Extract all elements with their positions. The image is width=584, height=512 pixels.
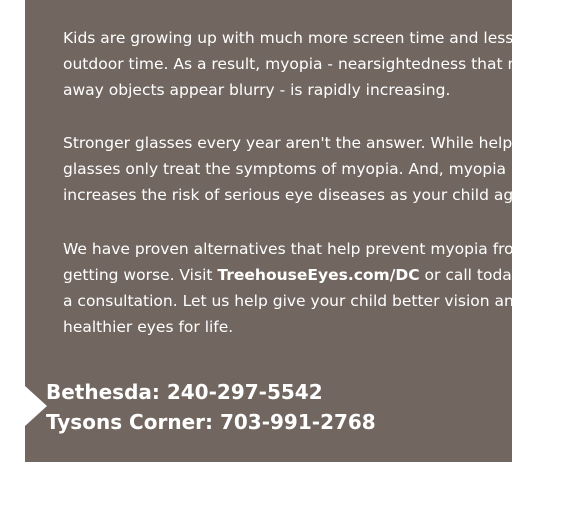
text-fragment: or call today for [419,266,548,284]
text-line: away objects appear blurry - is rapidly increasing. [63,81,451,99]
text-line: glasses only treat the symptoms of myopia. And, myopia [63,160,507,178]
text-line: increases the risk of serious eye diseases as your child ages. [63,186,536,204]
website-link[interactable]: TreehouseEyes.com/DC [217,266,420,284]
text-line: Stronger glasses every year aren't the answer. While helpful, [63,134,537,152]
text-line: a consultation. Let us help give your child better vision and [63,292,524,310]
text-line: outdoor time. As a result, myopia - nearsightedness that makes far [63,55,584,73]
text-fragment: getting worse. Visit [63,266,218,284]
paragraph-glasses [63,130,537,208]
text-line [63,262,547,288]
text-line: We have proven alternatives that help prevent myopia from [63,240,529,258]
bethesda-phone[interactable]: Bethesda: 240-297-5542 [46,380,323,404]
phone-numbers [46,377,376,437]
text-line: Kids are growing up with much more screen time and less [63,29,514,47]
arrow-notch [25,386,47,426]
paragraph-alternatives [63,236,547,340]
tysons-corner-phone[interactable]: Tysons Corner: 703-991-2768 [46,410,376,434]
text-line: healthier eyes for life. [63,318,234,336]
paragraph-myopia-intro [63,25,584,103]
